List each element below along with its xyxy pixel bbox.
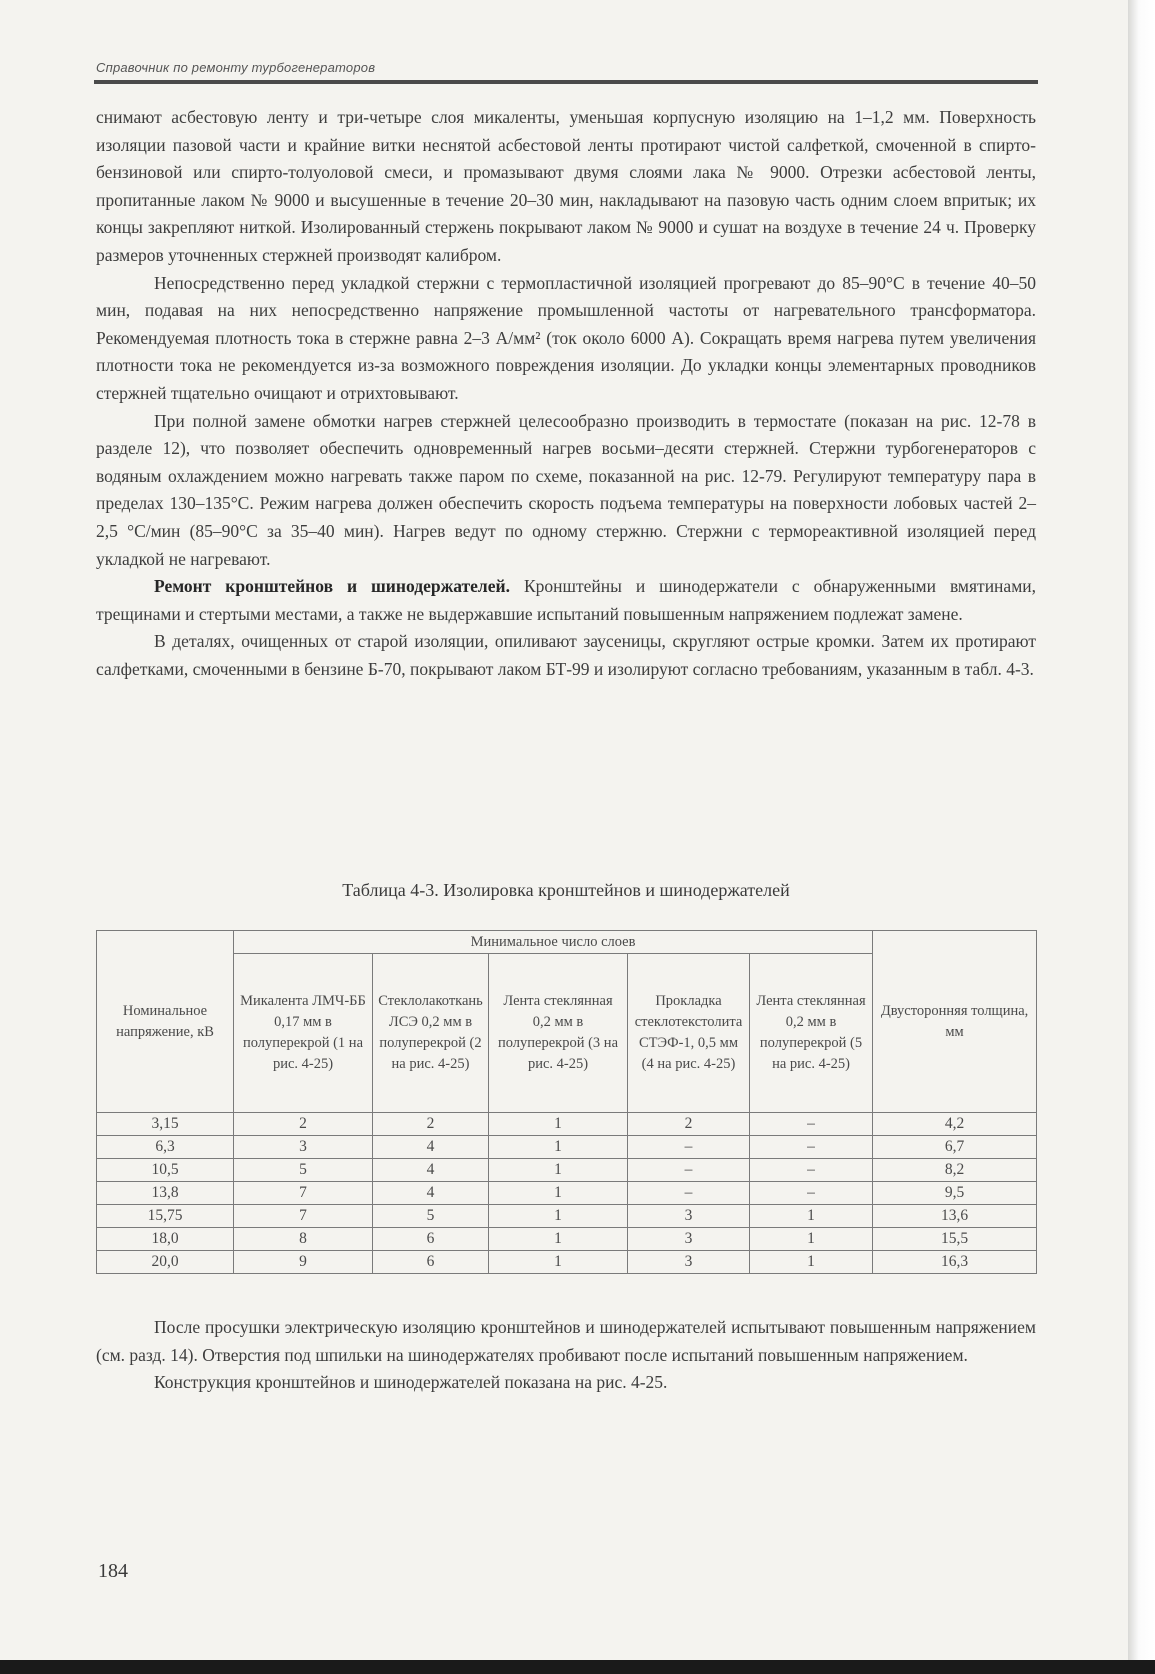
table-cell: 7: [234, 1205, 373, 1228]
header-glass-cloth: Стеклолакоткань ЛСЭ 0,2 мм в полуперекрой (2 на рис. 4-25): [373, 954, 489, 1113]
table-cell: 4: [373, 1136, 489, 1159]
table-cell: 6,3: [97, 1136, 234, 1159]
table-cell: 3: [628, 1228, 750, 1251]
table-cell: 4: [373, 1182, 489, 1205]
paragraph-2: Непосредственно перед укладкой стержни с термопластичной изоляцией прогревают до 85–90°С в течение 40–50 мин, подавая на них непосредственно напряжение промышленной частоты от нагревательного трансформатора. Рекомендуемая плотность тока в стержне равна 2–3 А/мм² (ток около 6000 А). Сокращать время нагрева путем увеличения плотности тока не рекомендуется из-за возможного повреждения изоляции. До укладки концы элементарных проводников стержней тщательно очищают и отрихтовывают.: [96, 272, 1036, 403]
scan-bottom-border: [0, 1660, 1155, 1674]
header-min-layers: Минимальное число слоев: [234, 931, 873, 954]
header-mica-tape: Микалента ЛМЧ-ББ 0,17 мм в полуперекрой (1 на рис. 4-25): [234, 954, 373, 1113]
table-row: [97, 1136, 1037, 1159]
paragraph-after-table-1: После просушки электрическую изоляцию кронштейнов и шинодержателей испытывают повышенным напряжением (см. разд. 14). Отверстия под шпильки на шинодержателях пробивают после испытаний повышенным напряжением.: [96, 1317, 1036, 1365]
table-row: [97, 1159, 1037, 1182]
paragraph-3: При полной замене обмотки нагрев стержней целесообразно производить в термостате (показан на рис. 12-78 в разделе 12), что позволяет обеспечить одновременный нагрев восьми–десяти стержней. Стержни турбогенераторов с водяным охлаждением можно нагревать также паром по схеме, показанной на рис. 12-79. Регулируют температуру пара в пределах 130–135°С. Режим нагрева должен обеспечить скорость подъема температуры на поверхности лобовых частей 2–2,5 °С/мин (85–90°С за 35–40 мин). Нагрев ведут по одному стержню. Стержни с термореактивной изоляцией перед укладкой не нагревают.: [96, 410, 1036, 569]
table-row: [97, 1205, 1037, 1228]
table-cell: 1: [750, 1228, 873, 1251]
table-cell: 10,5: [97, 1159, 234, 1182]
table-cell: 8: [234, 1228, 373, 1251]
body-text: [96, 104, 1036, 683]
table-cell: 1: [489, 1113, 628, 1136]
paragraph-5: В деталях, очищенных от старой изоляции, опиливают заусеницы, скругляют острые кромки. Затем их протирают салфетками, смоченными в бензине Б-70, покрывают лаком БТ-99 и изолируют согласно требованиям, указанным в табл. 4-3.: [96, 631, 1036, 679]
table-cell: –: [750, 1113, 873, 1136]
table-row: [97, 1113, 1037, 1136]
table-cell: 4: [373, 1159, 489, 1182]
header-voltage: Номинальное напряжение, кВ: [97, 931, 234, 1113]
paragraph-repair: [96, 573, 1036, 628]
table-cell: 5: [234, 1159, 373, 1182]
table-cell: 1: [750, 1205, 873, 1228]
table-cell: 1: [489, 1228, 628, 1251]
repair-text: Кронштейны и шинодержатели с обнаруженными вмятинами, трещинами и стертыми местами, а также не выдержавшие испытаний повышенным напряжением подлежат замене.: [96, 576, 1037, 624]
table-cell: 5: [373, 1205, 489, 1228]
page-number: 184: [98, 1560, 128, 1582]
table-cell: –: [750, 1136, 873, 1159]
table-cell: 15,5: [873, 1228, 1037, 1251]
table-cell: –: [628, 1136, 750, 1159]
table-cell: 8,2: [873, 1159, 1037, 1182]
table-cell: 20,0: [97, 1251, 234, 1274]
insulation-table: [96, 930, 1037, 1274]
table-cell: 1: [489, 1159, 628, 1182]
table-row: [97, 1228, 1037, 1251]
table-cell: 13,8: [97, 1182, 234, 1205]
header-glass-tape-2: Лента стеклянная 0,2 мм в полуперекрой (5 на рис. 4-25): [750, 954, 873, 1113]
header-thickness: Двусторонняя толщина, мм: [873, 931, 1037, 1113]
table-cell: 3: [628, 1205, 750, 1228]
footer-text: [96, 1314, 1036, 1397]
table-cell: –: [628, 1159, 750, 1182]
table-cell: 1: [489, 1205, 628, 1228]
table-cell: 1: [750, 1251, 873, 1274]
table-row: [97, 1251, 1037, 1274]
table-cell: 9: [234, 1251, 373, 1274]
table-cell: 4,2: [873, 1113, 1037, 1136]
table-cell: 2: [373, 1113, 489, 1136]
paragraph-after-table-2: Конструкция кронштейнов и шинодержателей показана на рис. 4-25.: [154, 1372, 668, 1393]
table-cell: 3: [628, 1251, 750, 1274]
table-cell: 6: [373, 1251, 489, 1274]
table-cell: 7: [234, 1182, 373, 1205]
table-cell: 18,0: [97, 1228, 234, 1251]
table-cell: 1: [489, 1136, 628, 1159]
table-cell: 1: [489, 1251, 628, 1274]
running-head: Справочник по ремонту турбогенераторов: [96, 60, 376, 75]
header-glass-tape-1: Лента стеклянная 0,2 мм в полуперекрой (3 на рис. 4-25): [489, 954, 628, 1113]
table-cell: 13,6: [873, 1205, 1037, 1228]
repair-heading: Ремонт кронштейнов и шинодержателей.: [154, 576, 510, 597]
table-cell: –: [628, 1182, 750, 1205]
table-cell: –: [750, 1159, 873, 1182]
table-cell: 2: [234, 1113, 373, 1136]
table-cell: 9,5: [873, 1182, 1037, 1205]
table-caption: Таблица 4-3. Изолировка кронштейнов и шинодержателей: [342, 880, 790, 900]
header-spacer: Прокладка стеклотекстолита СТЭФ-1, 0,5 мм (4 на рис. 4-25): [628, 954, 750, 1113]
table-row: [97, 1182, 1037, 1205]
table-cell: 3,15: [97, 1113, 234, 1136]
table-cell: 2: [628, 1113, 750, 1136]
table-cell: 1: [489, 1182, 628, 1205]
paragraph-1: снимают асбестовую ленту и три-четыре слоя микаленты, уменьшая корпусную изоляцию на 1–1,2 мм. Поверхность изоляции пазовой части и крайние витки неснятой асбестовой ленты протирают чистой салфеткой, смоченной в спирто-бензиновой или спирто-толуоловой смеси, и промазывают двумя слоями лака № 9000. Отрезки асбестовой ленты, пропитанные лаком № 9000 и высушенные в течение 20–30 мин, накладывают на пазовую часть одним слоем впритык; их концы закрепляют ниткой. Изолированный стержень покрывают лаком № 9000 и сушат на воздухе в течение 24 ч. Проверку размеров уточненных стержней производят калибром.: [96, 107, 1036, 265]
table-cell: 6,7: [873, 1136, 1037, 1159]
table-cell: 16,3: [873, 1251, 1037, 1274]
table-cell: 15,75: [97, 1205, 234, 1228]
header-rule: [94, 80, 1038, 84]
scan-page-edge: [1128, 0, 1155, 1674]
table-cell: 3: [234, 1136, 373, 1159]
table-cell: 6: [373, 1228, 489, 1251]
table-cell: –: [750, 1182, 873, 1205]
